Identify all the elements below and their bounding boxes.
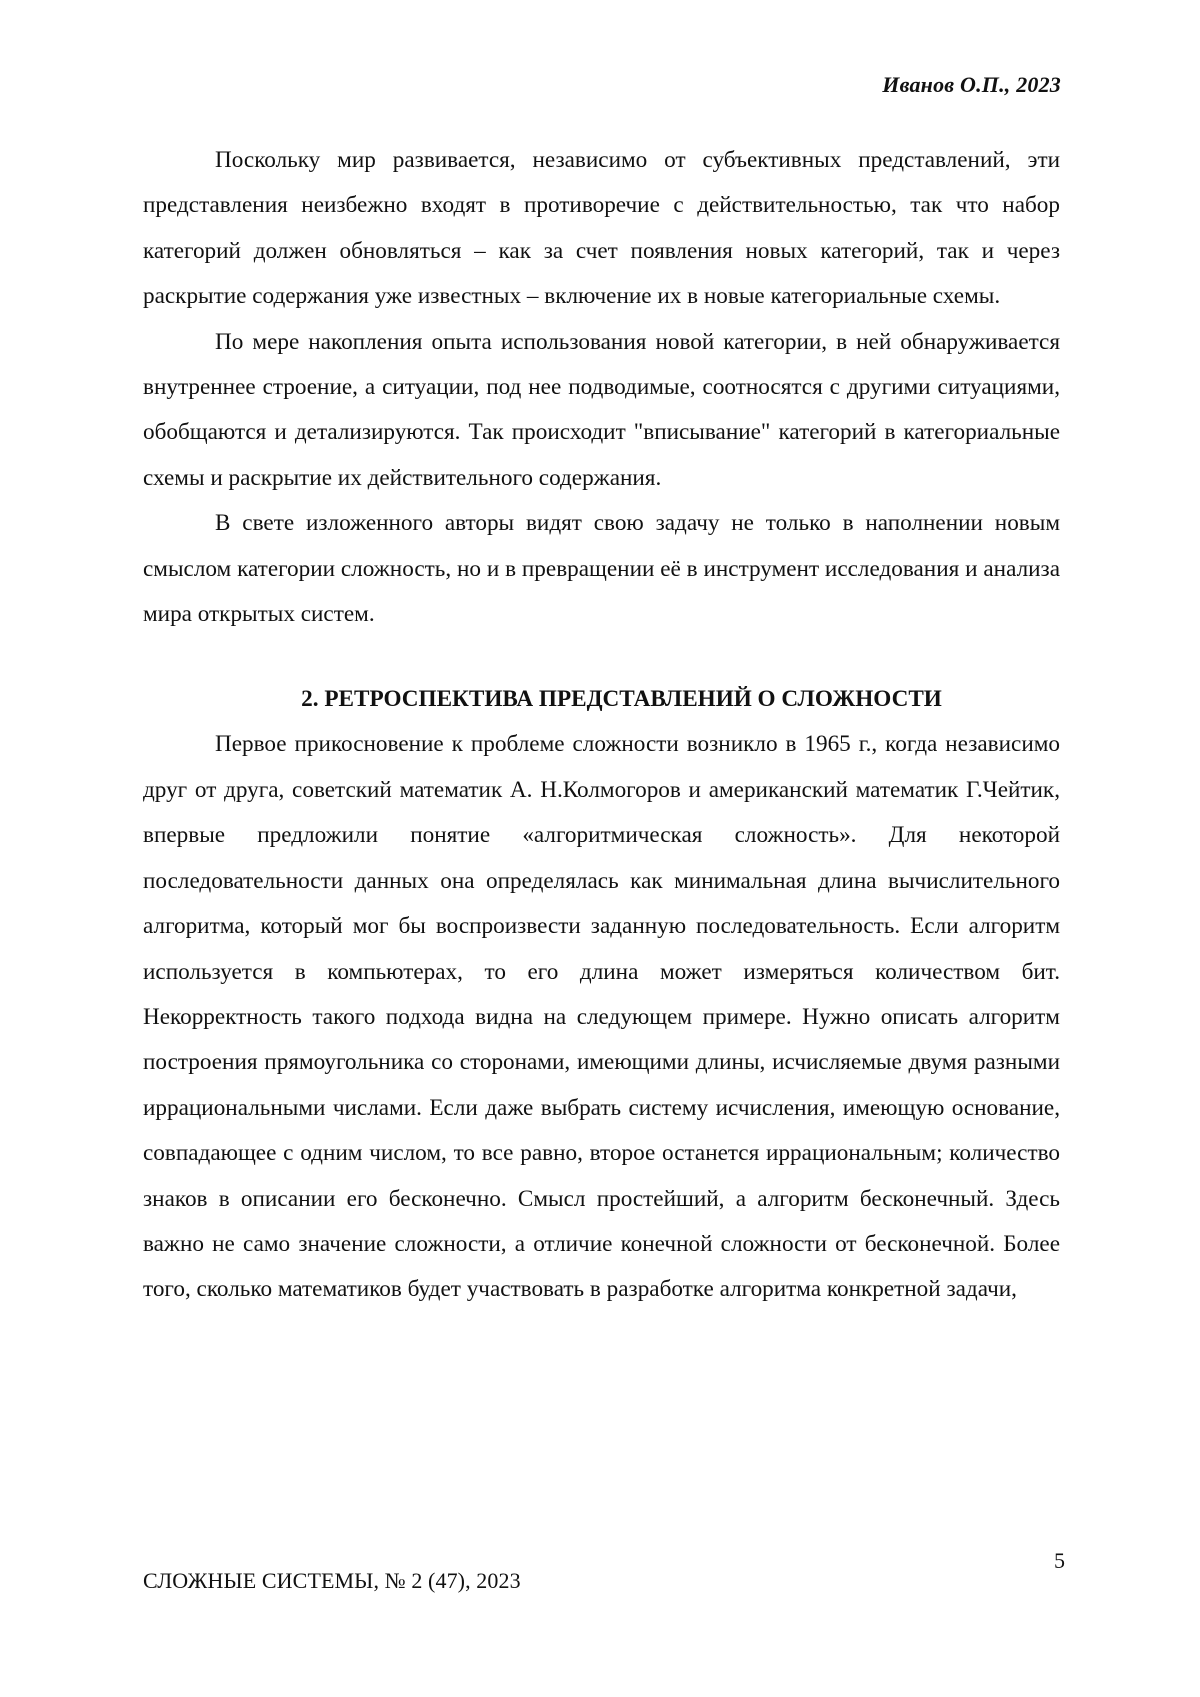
journal-footer: СЛОЖНЫЕ СИСТЕМЫ, № 2 (47), 2023 (143, 1568, 521, 1593)
body-text (143, 138, 1060, 1313)
paragraph-category-experience: По мере накопления опыта использования новой категории, в ней обнаруживается внутреннее строение, а ситуации, под нее подводимые, соотносятся с другими ситуациями, обобщаются и детализируются. Так происходит "вписывание" категорий в категориальные схемы и раскрытие их действительного содержания. (143, 328, 1060, 491)
section-heading: 2. РЕТРОСПЕКТИВА ПРЕДСТАВЛЕНИЙ О СЛОЖНОСТИ (301, 686, 942, 713)
page-number: 5 (1054, 1548, 1065, 1573)
paragraph-world-develops: Поскольку мир развивается, независимо от субъективных представлений, эти представления неизбежно входят в противоречие с действительностью, так что набор категорий должен обновляться – как за счет появления новых категорий, так и через раскрытие содержания уже известных – включение их в новые категориальные схемы. (143, 147, 1060, 310)
paragraph-algorithmic-complexity: Первое прикосновение к проблеме сложности возникло в 1965 г., когда независимо друг от друга, советский математик А. Н.Колмогоров и американский математик Г.Чейтик, впервые предложили понятие «алгоритмическая сложность». Для некоторой последовательности данных она определялась как минимальная длина вычислительного алгоритма, который мог бы воспроизвести заданную последовательность. Если алгоритм используется в компьютерах, то его длина может измеряться количеством бит. Некорректность такого подхода видна на следующем примере. Нужно описать алгоритм построения прямоугольника со сторонами, имеющими длины, исчисляемые двумя разными иррациональными числами. Если даже выбрать систему исчисления, имеющую основание, совпадающее с одним числом, то все равно, второе останется иррациональным; количество знаков в описании его бесконечно. Смысл простейший, а алгоритм бесконечный. Здесь важно не само значение сложности, а отличие конечной сложности от бесконечной. Более того, сколько математиков будет участвовать в разработке алгоритма конкретной задачи, (143, 731, 1060, 1303)
running-header-author: Иванов О.П., 2023 (882, 72, 1061, 97)
paragraph-authors-task: В свете изложенного авторы видят свою задачу не только в наполнении новым смыслом категории сложность, но и в превращении её в инструмент исследования и анализа мира открытых систем. (143, 510, 1060, 628)
